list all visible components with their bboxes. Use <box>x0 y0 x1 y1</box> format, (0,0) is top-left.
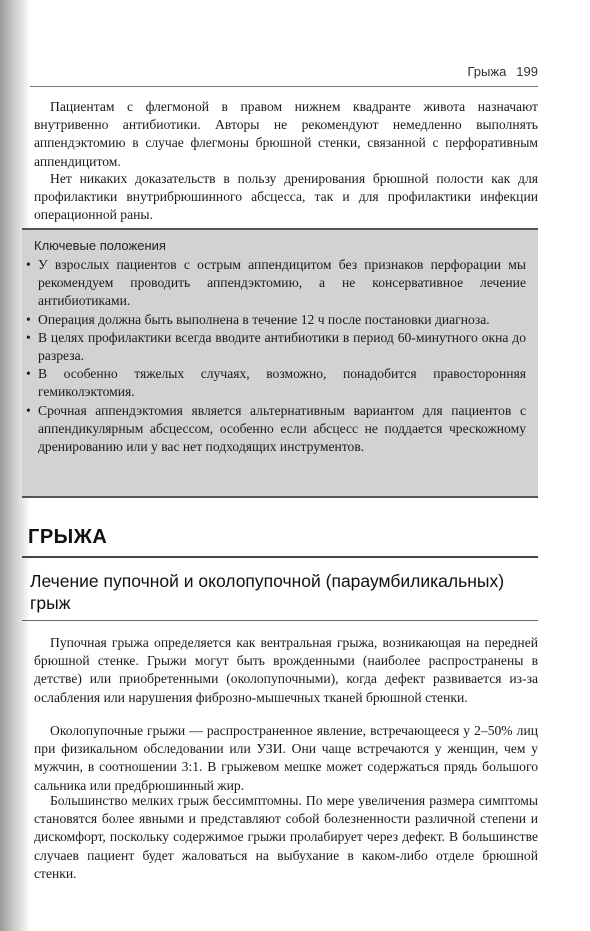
key-point-text: У взрослых пациентов с острым аппендицитом без признаков перфорации мы рекомендуем проводить аппендэктомию, а не консервативное лечение антибиотиками. <box>38 257 526 309</box>
key-points-title: Ключевые положения <box>34 238 166 253</box>
key-point-item <box>22 311 526 329</box>
key-point-item <box>22 256 526 311</box>
key-point-text: Операция должна быть выполнена в течение 12 ч после постановки диагноза. <box>38 311 490 327</box>
key-point-item <box>22 329 526 365</box>
paragraph-umbilical-definition: Пупочная грыжа определяется как вентральная грыжа, возникающая на передней брюшной стенке. Грыжи могут быть врожденными (наиболее распространены в детстве) или приобретенными (околопупочными), когда дефект развивается из-за ослабления или нарушения фиброзно-мышечных тканей брюшной стенки. <box>34 635 538 705</box>
bullet-icon: • <box>26 257 31 272</box>
bullet-icon: • <box>26 311 31 327</box>
bullet-icon: • <box>26 366 31 382</box>
key-point-item <box>22 402 526 457</box>
bullet-icon: • <box>26 402 31 418</box>
section-divider <box>22 556 538 558</box>
paragraph-phlegmon: Пациентам с флегмоной в правом нижнем квадранте живота назначают внутривенно антибиотики. Авторы не рекомендуют немедленно выполнять аппендэктомию в случае флегмоны брюшной стенки, связанной с перфоративным аппендицитом. <box>34 99 538 169</box>
key-points-box <box>22 228 538 498</box>
header-divider <box>30 86 538 87</box>
subsection-title: Лечение пупочной и околопупочной (параумбиликальных) грыж <box>30 571 505 613</box>
running-head-title: Грыжа <box>467 64 507 79</box>
paragraph-drainage: Нет никаких доказательств в пользу дренирования брюшной полости как для профилактики внутрибрюшинного абсцесса, так и для профилактики инфекции операционной раны. <box>34 171 538 223</box>
page-number: 199 <box>516 64 538 79</box>
key-point-item <box>22 365 526 401</box>
key-points-list <box>22 256 526 456</box>
subsection-divider <box>22 620 538 621</box>
section-title: ГРЫЖА <box>28 526 108 548</box>
key-point-text: Срочная аппендэктомия является альтернативным вариантом для пациентов с аппендикулярным абсцессом, особенно если абсцесс не поддается чрескожному дренированию или у вас нет подходящих инструментов. <box>38 402 526 455</box>
running-head <box>30 64 538 79</box>
key-point-text: В особенно тяжелых случаях, возможно, понадобится правосторонняя гемиколэктомия. <box>38 366 526 400</box>
paragraph-symptoms: Большинство мелких грыж бессимптомны. По мере увеличения размера симптомы становятся более явными и представляют собой болезненности различной степени и дискомфорт, поскольку содержимое грыжи пролабирует через дефект. В большинстве случаев пациент будет жаловаться на выбухание в каком-либо отделе брюшной стенки. <box>34 793 538 881</box>
paragraph-paraumbilical-prevalence: Околопупочные грыжи — распространенное явление, встречающееся у 2–50% лиц при физикальном обследовании или УЗИ. Они чаще встречаются у женщин, чем у мужчин, в соотношении 3:1. В грыжевом мешке может содержаться прядь большого сальника или предбрюшинный жир. <box>34 723 538 793</box>
bullet-icon: • <box>26 329 31 345</box>
key-point-text: В целях профилактики всегда вводите антибиотики в период 60-минутного окна до разреза. <box>38 329 526 364</box>
